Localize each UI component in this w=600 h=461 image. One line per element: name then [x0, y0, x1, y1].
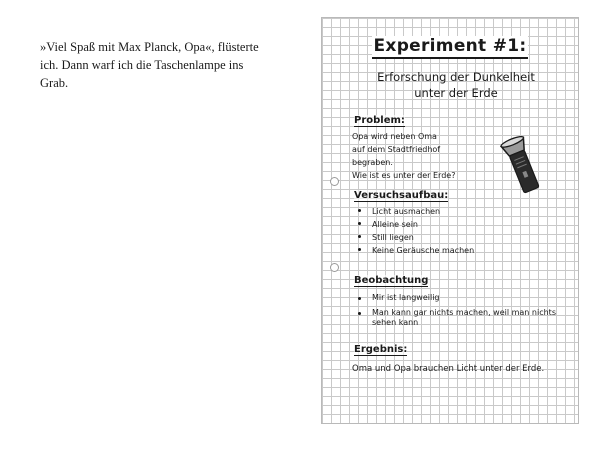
- paragraph-line: »Viel Spaß mit Max Planck, Opa«, flüsterte: [40, 40, 259, 54]
- list-item: Licht ausmachen: [354, 205, 474, 218]
- flashlight-icon: [500, 136, 544, 200]
- list-item: Mir ist langweilig: [354, 293, 556, 303]
- setup-list: [354, 205, 474, 257]
- problem-text: Opa wird neben Oma auf dem Stadtfriedhof begraben. Wie ist es unter der Erde?: [352, 132, 456, 180]
- paragraph-line: ich. Dann warf ich die Taschenlampe ins: [40, 58, 244, 72]
- experiment-subtitle: Erforschung der Dunkelheit unter der Erde: [377, 70, 535, 100]
- setup-heading: Versuchsaufbau:: [354, 190, 449, 201]
- list-item: Alleine sein: [354, 218, 474, 231]
- list-item: Keine Geräusche machen: [354, 244, 474, 257]
- observation-heading: Beobachtung: [354, 275, 429, 286]
- paragraph-line: Grab.: [40, 76, 69, 90]
- experiment-title: Experiment #1:: [322, 36, 578, 56]
- list-item: Still liegen: [354, 231, 474, 244]
- observation-list: [354, 293, 556, 333]
- list-item: Man kann gar nichts machen, weil man nichts sehen kann: [354, 308, 556, 328]
- notebook-sheet: [321, 17, 579, 424]
- result-heading: Ergebnis:: [354, 344, 408, 355]
- problem-heading: Problem:: [354, 115, 405, 126]
- result-text: Oma und Opa brauchen Licht unter der Erde.: [352, 364, 545, 374]
- punch-hole: [330, 263, 339, 272]
- punch-hole: [330, 177, 339, 186]
- book-paragraph: [40, 38, 280, 92]
